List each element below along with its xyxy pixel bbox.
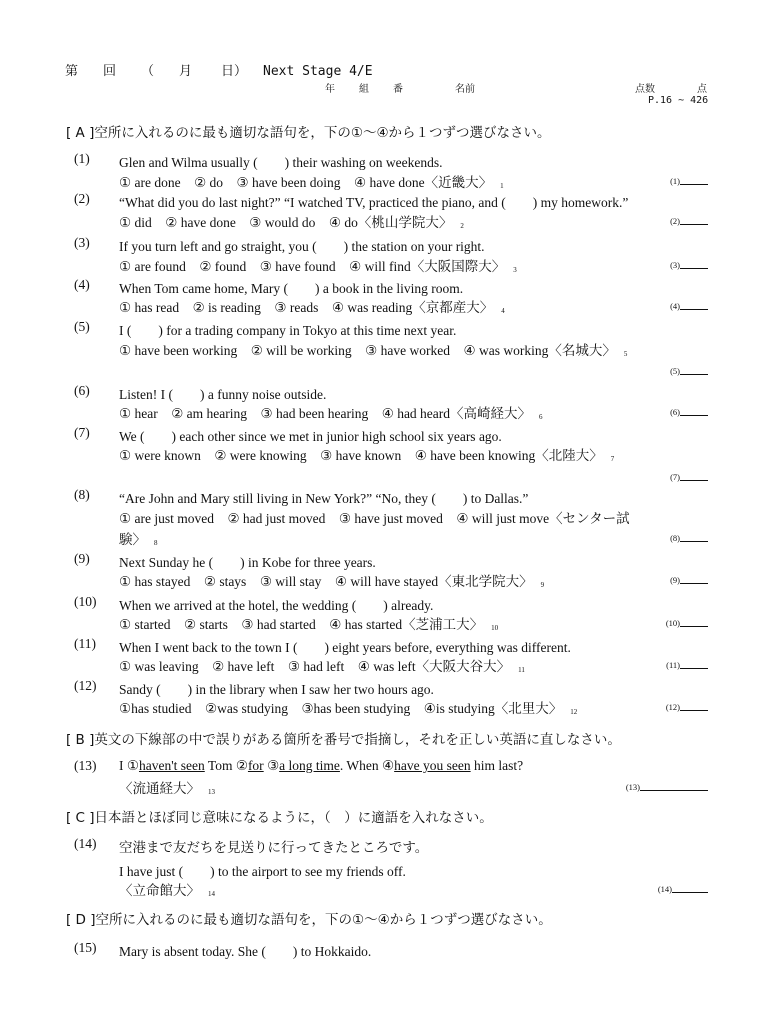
question-japanese: 空港まで友だちを見送りに行ってきたところです。: [119, 840, 429, 856]
question-number: (13): [74, 758, 97, 773]
choices-text: ① was leaving ② have left ③ had left ④ was left〈大阪大谷大〉: [119, 659, 511, 674]
question-number: (1): [74, 151, 90, 166]
page-range: P.16 ~ 426: [648, 95, 709, 106]
question-choices: ① are just moved ② had just moved ③ have just moved ④ will just move〈センター試: [119, 511, 630, 526]
question-number: (3): [74, 235, 90, 250]
question-choices: [119, 444, 614, 464]
question-choices: [119, 211, 464, 231]
course-title: Next Stage 4/E: [263, 64, 373, 79]
question-sentence: [119, 758, 523, 774]
answer-blank-label: (1): [670, 176, 680, 186]
header-number: 番: [393, 84, 403, 95]
question-stem: Mary is absent today. She ( ) to Hokkaido.: [119, 944, 372, 959]
answer-blank-label: (11): [666, 660, 680, 670]
header-dai: 第: [65, 64, 79, 79]
question-choices: [119, 296, 505, 316]
answer-blank-label: (9): [670, 575, 680, 585]
answer-blank-label: (5): [670, 366, 680, 376]
question-index: 5: [623, 350, 628, 358]
answer-blank-label: (4): [670, 301, 680, 311]
source-text: 〈立命館大〉: [119, 883, 200, 898]
question-number: (10): [74, 594, 97, 609]
choices-text-cont: 験〉: [119, 532, 146, 547]
choices-text: ① hear ② am hearing ③ had been hearing ④ had heard〈高崎経大〉: [119, 406, 532, 421]
question-source: [119, 879, 215, 899]
question-index: 8: [154, 539, 158, 547]
choices-text: ① are done ② do ③ have been doing ④ have done〈近畿大〉: [119, 175, 493, 190]
question-index: 9: [540, 581, 545, 589]
question-stem: If you turn left and go straight, you ( ) the station on your right.: [119, 239, 485, 254]
header-title-line: [65, 60, 373, 79]
question-index: 11: [518, 666, 525, 674]
underlined-part-2: for: [247, 758, 264, 773]
section-d-heading: [ D ]空所に入れるのに最も適切な語句を，下の①～④から１つずつ選びなさい。: [66, 912, 552, 928]
header-kai: 回: [103, 64, 117, 79]
question-index: 14: [208, 890, 215, 898]
score-label: 点数: [635, 84, 655, 95]
choices-text: ① did ② have done ③ would do ④ do〈桃山学院大〉: [119, 215, 453, 230]
question-index: 1: [500, 182, 504, 190]
answer-blank[interactable]: [658, 883, 708, 894]
underlined-part-1: haven't seen: [138, 758, 205, 773]
question-source: [119, 777, 215, 797]
choices-text: ① has stayed ② stays ③ will stay ④ will have stayed〈東北学院大〉: [119, 574, 533, 589]
question-choices-cont: [119, 528, 158, 548]
answer-blank[interactable]: [670, 532, 708, 543]
question-index: 12: [570, 708, 578, 716]
question-index: 13: [208, 788, 215, 796]
answer-blank[interactable]: [670, 471, 708, 482]
answer-blank[interactable]: [666, 617, 708, 628]
question-choices: [119, 570, 544, 590]
answer-blank-label: (6): [670, 407, 680, 417]
choices-text: ① has read ② is reading ③ reads ④ was reading〈京都産大〉: [119, 300, 494, 315]
answer-blank[interactable]: [626, 781, 708, 792]
header-class: 組: [359, 84, 369, 95]
answer-blank-label: (8): [670, 533, 680, 543]
question-stem: Sandy ( ) in the library when I saw her two hours ago.: [119, 682, 434, 697]
question-number: (15): [74, 940, 97, 955]
question-number: (14): [74, 836, 97, 851]
sentence-part: I ①: [119, 758, 139, 773]
sentence-part: him last?: [470, 758, 524, 773]
question-choices: [119, 339, 627, 359]
source-text: 〈流通経大〉: [119, 781, 200, 796]
choices-text: ①has studied ②was studying ③has been studying ④is studying〈北里大〉: [119, 701, 563, 716]
question-index: 6: [539, 413, 543, 421]
choices-text: ① are found ② found ③ have found ④ will find〈大阪国際大〉: [119, 259, 506, 274]
question-number: (5): [74, 319, 90, 334]
header-day: 日）: [221, 64, 248, 79]
sentence-part: . When ④: [339, 758, 395, 773]
question-stem: We ( ) each other since we met in junior high school six years ago.: [119, 429, 502, 444]
question-number: (4): [74, 277, 90, 292]
question-number: (12): [74, 678, 97, 693]
answer-blank-label: (2): [670, 216, 680, 226]
question-stem: I ( ) for a trading company in Tokyo at this time next year.: [119, 323, 457, 338]
answer-blank[interactable]: [670, 574, 708, 585]
question-choices: [119, 697, 577, 717]
section-c-heading: [ C ]日本語とほぼ同じ意味になるように，（ ）に適語を入れなさい。: [66, 810, 493, 826]
score-unit: 点: [697, 84, 707, 95]
choices-text: ① started ② starts ③ had started ④ has started〈芝浦工大〉: [119, 617, 484, 632]
question-index: 4: [501, 307, 505, 315]
question-choices: [119, 255, 517, 275]
question-stem: Glen and Wilma usually ( ) their washing on weekends.: [119, 155, 443, 170]
question-number: (9): [74, 551, 90, 566]
question-index: 10: [491, 624, 499, 632]
underlined-part-3: a long time: [279, 758, 340, 773]
question-stem: Listen! I ( ) a funny noise outside.: [119, 387, 327, 402]
question-number: (8): [74, 487, 90, 502]
header-month: 月: [179, 64, 193, 79]
header-year: 年: [325, 84, 335, 95]
question-number: (11): [74, 636, 96, 651]
question-index: 2: [460, 222, 464, 230]
answer-blank[interactable]: [670, 175, 708, 186]
answer-blank-label: (13): [625, 782, 640, 792]
sentence-part: ③: [263, 758, 280, 773]
section-b-heading: [ B ]英文の下線部の中で誤りがある箇所を番号で指摘し，それを正しい英語に直しなさい。: [66, 732, 621, 748]
section-a-heading: [ A ]空所に入れるのに最も適切な語句を，下の①～④から１つずつ選びなさい。: [66, 125, 551, 141]
question-index: 7: [610, 455, 615, 463]
question-stem: Next Sunday he ( ) in Kobe for three years.: [119, 555, 376, 570]
answer-blank[interactable]: [670, 300, 708, 311]
question-index: 3: [513, 266, 517, 274]
question-choices: [119, 402, 543, 422]
answer-blank-label: (7): [670, 472, 680, 482]
question-choices: [119, 655, 525, 675]
answer-blank[interactable]: [666, 659, 708, 670]
answer-blank[interactable]: [670, 365, 708, 376]
question-number: (7): [74, 425, 90, 440]
question-english: I have just ( ) to the airport to see my friends off.: [119, 864, 406, 879]
question-stem: “Are John and Mary still living in New York?” “No, they ( ) to Dallas.”: [119, 491, 529, 506]
answer-blank[interactable]: [670, 215, 708, 226]
question-stem: “What did you do last night?” “I watched TV, practiced the piano, and ( ) my homework.”: [119, 195, 629, 210]
answer-blank-label: (10): [665, 618, 680, 628]
underlined-part-4: have you seen: [394, 758, 471, 773]
answer-blank-label: (12): [665, 702, 680, 712]
answer-blank[interactable]: [666, 701, 708, 712]
question-stem: When Tom came home, Mary ( ) a book in the living room.: [119, 281, 464, 296]
question-number: (2): [74, 191, 90, 206]
answer-blank-label: (3): [670, 260, 680, 270]
sentence-part: Tom ②: [204, 758, 248, 773]
answer-blank[interactable]: [670, 259, 708, 270]
question-number: (6): [74, 383, 90, 398]
question-stem: When we arrived at the hotel, the wedding ( ) already.: [119, 598, 434, 613]
question-choices: [119, 171, 504, 191]
header-student-line: [325, 80, 475, 95]
header-paren: （: [141, 64, 155, 79]
answer-blank[interactable]: [670, 406, 708, 417]
question-choices: [119, 613, 498, 633]
header-name: 名前: [455, 84, 475, 95]
choices-text: ① have been working ② will be working ③ have worked ④ was working〈名城大〉: [119, 343, 616, 358]
question-stem: When I went back to the town I ( ) eight years before, everything was different.: [119, 640, 571, 655]
choices-text: ① were known ② were knowing ③ have known ④ have been knowing〈北陸大〉: [119, 448, 603, 463]
answer-blank-label: (14): [657, 884, 672, 894]
